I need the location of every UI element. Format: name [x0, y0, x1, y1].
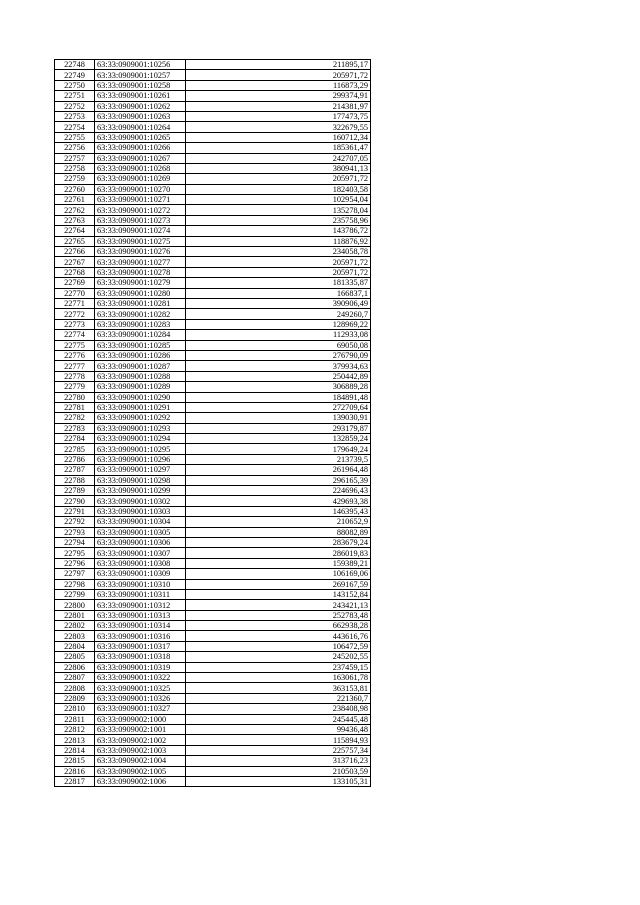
value-cell: 179649,24 — [186, 444, 371, 454]
value-cell: 132859,24 — [186, 434, 371, 444]
cadastral-number-cell: 63:33:0909002:1004 — [95, 756, 186, 766]
table-row — [55, 382, 371, 392]
table-row — [55, 486, 371, 496]
table-row — [55, 111, 371, 121]
cadastral-number-cell: 63:33:0909001:10307 — [95, 548, 186, 558]
cadastral-number-cell: 63:33:0909001:10312 — [95, 600, 186, 610]
value-cell: 238408,98 — [186, 704, 371, 714]
value-cell: 221360,7 — [186, 693, 371, 703]
table-row — [55, 361, 371, 371]
cadastral-number-cell: 63:33:0909001:10311 — [95, 589, 186, 599]
value-cell: 234058,78 — [186, 247, 371, 257]
row-number-cell: 22804 — [55, 641, 95, 651]
table-row — [55, 517, 371, 527]
row-number-cell: 22769 — [55, 278, 95, 288]
row-number-cell: 22755 — [55, 132, 95, 142]
value-cell: 363153,81 — [186, 683, 371, 693]
table-row — [55, 340, 371, 350]
value-cell: 205971,72 — [186, 174, 371, 184]
row-number-cell: 22808 — [55, 683, 95, 693]
row-number-cell: 22765 — [55, 236, 95, 246]
table-row — [55, 745, 371, 755]
table-row — [55, 735, 371, 745]
table-row — [55, 267, 371, 277]
row-number-cell: 22813 — [55, 735, 95, 745]
value-cell: 261964,48 — [186, 465, 371, 475]
row-number-cell: 22754 — [55, 122, 95, 132]
row-number-cell: 22781 — [55, 402, 95, 412]
row-number-cell: 22778 — [55, 371, 95, 381]
cadastral-number-cell: 63:33:0909001:10265 — [95, 132, 186, 142]
table-row — [55, 662, 371, 672]
row-number-cell: 22797 — [55, 569, 95, 579]
table-row — [55, 766, 371, 776]
table-row — [55, 319, 371, 329]
value-cell: 99436,48 — [186, 725, 371, 735]
row-number-cell: 22800 — [55, 600, 95, 610]
value-cell: 235758,96 — [186, 215, 371, 225]
table-row — [55, 184, 371, 194]
cadastral-number-cell: 63:33:0909001:10294 — [95, 434, 186, 444]
row-number-cell: 22782 — [55, 413, 95, 423]
table-row — [55, 693, 371, 703]
row-number-cell: 22793 — [55, 527, 95, 537]
row-number-cell: 22770 — [55, 288, 95, 298]
table-row — [55, 610, 371, 620]
cadastral-number-cell: 63:33:0909001:10256 — [95, 60, 186, 70]
cadastral-number-cell: 63:33:0909001:10322 — [95, 673, 186, 683]
cadastral-number-cell: 63:33:0909001:10290 — [95, 392, 186, 402]
row-number-cell: 22771 — [55, 298, 95, 308]
row-number-cell: 22775 — [55, 340, 95, 350]
cadastral-number-cell: 63:33:0909001:10269 — [95, 174, 186, 184]
cadastral-number-cell: 63:33:0909001:10257 — [95, 70, 186, 80]
table-row — [55, 205, 371, 215]
cadastral-number-cell: 63:33:0909001:10310 — [95, 579, 186, 589]
cadastral-number-cell: 63:33:0909001:10271 — [95, 195, 186, 205]
value-cell: 146395,43 — [186, 506, 371, 516]
row-number-cell: 22756 — [55, 143, 95, 153]
cadastral-number-cell: 63:33:0909001:10309 — [95, 569, 186, 579]
cadastral-number-cell: 63:33:0909001:10303 — [95, 506, 186, 516]
value-cell: 286019,83 — [186, 548, 371, 558]
cadastral-number-cell: 63:33:0909001:10289 — [95, 382, 186, 392]
value-cell: 205971,72 — [186, 70, 371, 80]
value-cell: 143152,84 — [186, 589, 371, 599]
value-cell: 443616,76 — [186, 631, 371, 641]
value-cell: 272709,64 — [186, 402, 371, 412]
table-row — [55, 298, 371, 308]
row-number-cell: 22760 — [55, 184, 95, 194]
cadastral-number-cell: 63:33:0909001:10308 — [95, 558, 186, 568]
table-row — [55, 60, 371, 70]
table-row — [55, 350, 371, 360]
row-number-cell: 22774 — [55, 330, 95, 340]
table-row — [55, 330, 371, 340]
table-row — [55, 309, 371, 319]
table-row — [55, 257, 371, 267]
cadastral-number-cell: 63:33:0909001:10261 — [95, 91, 186, 101]
cadastral-number-cell: 63:33:0909001:10296 — [95, 454, 186, 464]
table-row — [55, 579, 371, 589]
table-row — [55, 80, 371, 90]
row-number-cell: 22762 — [55, 205, 95, 215]
row-number-cell: 22806 — [55, 662, 95, 672]
row-number-cell: 22795 — [55, 548, 95, 558]
value-cell: 139030,91 — [186, 413, 371, 423]
row-number-cell: 22751 — [55, 91, 95, 101]
value-cell: 205971,72 — [186, 257, 371, 267]
cadastral-number-cell: 63:33:0909002:1000 — [95, 714, 186, 724]
row-number-cell: 22766 — [55, 247, 95, 257]
cadastral-number-cell: 63:33:0909001:10287 — [95, 361, 186, 371]
row-number-cell: 22748 — [55, 60, 95, 70]
row-number-cell: 22784 — [55, 434, 95, 444]
table-row — [55, 558, 371, 568]
table-row — [55, 132, 371, 142]
table-row — [55, 641, 371, 651]
table-row — [55, 122, 371, 132]
value-cell: 245202,55 — [186, 652, 371, 662]
row-number-cell: 22794 — [55, 537, 95, 547]
table-row — [55, 70, 371, 80]
table-row — [55, 589, 371, 599]
row-number-cell: 22805 — [55, 652, 95, 662]
value-cell: 177473,75 — [186, 111, 371, 121]
row-number-cell: 22761 — [55, 195, 95, 205]
value-cell: 185361,47 — [186, 143, 371, 153]
cadastral-number-cell: 63:33:0909001:10299 — [95, 486, 186, 496]
row-number-cell: 22785 — [55, 444, 95, 454]
table-row — [55, 434, 371, 444]
row-number-cell: 22799 — [55, 589, 95, 599]
row-number-cell: 22752 — [55, 101, 95, 111]
row-number-cell: 22811 — [55, 714, 95, 724]
table-row — [55, 756, 371, 766]
table-row — [55, 371, 371, 381]
cadastral-number-cell: 63:33:0909001:10313 — [95, 610, 186, 620]
value-cell: 390906,49 — [186, 298, 371, 308]
value-cell: 322679,55 — [186, 122, 371, 132]
cadastral-number-cell: 63:33:0909001:10298 — [95, 475, 186, 485]
row-number-cell: 22776 — [55, 350, 95, 360]
value-cell: 306889,28 — [186, 382, 371, 392]
row-number-cell: 22749 — [55, 70, 95, 80]
value-cell: 429693,38 — [186, 496, 371, 506]
cadastral-number-cell: 63:33:0909001:10318 — [95, 652, 186, 662]
value-cell: 662938,28 — [186, 621, 371, 631]
row-number-cell: 22802 — [55, 621, 95, 631]
cadastral-number-cell: 63:33:0909001:10279 — [95, 278, 186, 288]
value-cell: 380941,13 — [186, 163, 371, 173]
row-number-cell: 22763 — [55, 215, 95, 225]
value-cell: 116873,29 — [186, 80, 371, 90]
cadastral-number-cell: 63:33:0909001:10264 — [95, 122, 186, 132]
cadastral-number-cell: 63:33:0909001:10291 — [95, 402, 186, 412]
row-number-cell: 22750 — [55, 80, 95, 90]
value-cell: 106169,06 — [186, 569, 371, 579]
row-number-cell: 22792 — [55, 517, 95, 527]
value-cell: 181335,87 — [186, 278, 371, 288]
row-number-cell: 22758 — [55, 163, 95, 173]
table-row — [55, 454, 371, 464]
row-number-cell: 22773 — [55, 319, 95, 329]
table-row — [55, 569, 371, 579]
value-cell: 313716,23 — [186, 756, 371, 766]
cadastral-number-cell: 63:33:0909001:10306 — [95, 537, 186, 547]
cadastral-number-cell: 63:33:0909001:10262 — [95, 101, 186, 111]
value-cell: 269167,59 — [186, 579, 371, 589]
row-number-cell: 22767 — [55, 257, 95, 267]
row-number-cell: 22801 — [55, 610, 95, 620]
cadastral-number-cell: 63:33:0909001:10283 — [95, 319, 186, 329]
cadastral-number-cell: 63:33:0909001:10270 — [95, 184, 186, 194]
cadastral-number-cell: 63:33:0909001:10292 — [95, 413, 186, 423]
row-number-cell: 22772 — [55, 309, 95, 319]
value-cell: 225757,34 — [186, 745, 371, 755]
table-row — [55, 631, 371, 641]
cadastral-number-cell: 63:33:0909001:10316 — [95, 631, 186, 641]
value-cell: 163061,78 — [186, 673, 371, 683]
cadastral-number-cell: 63:33:0909001:10280 — [95, 288, 186, 298]
row-number-cell: 22764 — [55, 226, 95, 236]
row-number-cell: 22780 — [55, 392, 95, 402]
cadastral-number-cell: 63:33:0909001:10276 — [95, 247, 186, 257]
value-cell: 184891,48 — [186, 392, 371, 402]
table-row — [55, 226, 371, 236]
cadastral-number-cell: 63:33:0909002:1001 — [95, 725, 186, 735]
cadastral-number-cell: 63:33:0909001:10314 — [95, 621, 186, 631]
table-row — [55, 704, 371, 714]
cadastral-number-cell: 63:33:0909002:1003 — [95, 745, 186, 755]
table-row — [55, 444, 371, 454]
table-row — [55, 195, 371, 205]
value-cell: 379934,63 — [186, 361, 371, 371]
cadastral-number-cell: 63:33:0909001:10297 — [95, 465, 186, 475]
table-row — [55, 548, 371, 558]
table-row — [55, 652, 371, 662]
row-number-cell: 22779 — [55, 382, 95, 392]
value-cell: 214381,97 — [186, 101, 371, 111]
cadastral-number-cell: 63:33:0909002:1002 — [95, 735, 186, 745]
value-cell: 112933,08 — [186, 330, 371, 340]
row-number-cell: 22777 — [55, 361, 95, 371]
table-row — [55, 714, 371, 724]
cadastral-number-cell: 63:33:0909001:10277 — [95, 257, 186, 267]
row-number-cell: 22814 — [55, 745, 95, 755]
row-number-cell: 22791 — [55, 506, 95, 516]
value-cell: 243421,13 — [186, 600, 371, 610]
cadastral-number-cell: 63:33:0909001:10284 — [95, 330, 186, 340]
cadastral-number-cell: 63:33:0909001:10293 — [95, 423, 186, 433]
value-cell: 242707,05 — [186, 153, 371, 163]
value-cell: 283679,24 — [186, 537, 371, 547]
cadastral-number-cell: 63:33:0909001:10272 — [95, 205, 186, 215]
table-row — [55, 683, 371, 693]
table-row — [55, 163, 371, 173]
value-cell: 88082,89 — [186, 527, 371, 537]
row-number-cell: 22787 — [55, 465, 95, 475]
value-cell: 276790,09 — [186, 350, 371, 360]
cadastral-number-cell: 63:33:0909002:1006 — [95, 776, 186, 786]
row-number-cell: 22753 — [55, 111, 95, 121]
row-number-cell: 22768 — [55, 267, 95, 277]
value-cell: 166837,1 — [186, 288, 371, 298]
cadastral-number-cell: 63:33:0909001:10278 — [95, 267, 186, 277]
value-cell: 159389,21 — [186, 558, 371, 568]
value-cell: 205971,72 — [186, 267, 371, 277]
row-number-cell: 22783 — [55, 423, 95, 433]
table-row — [55, 496, 371, 506]
row-number-cell: 22790 — [55, 496, 95, 506]
table-row — [55, 143, 371, 153]
cadastral-number-cell: 63:33:0909001:10282 — [95, 309, 186, 319]
table-row — [55, 725, 371, 735]
cadastral-number-cell: 63:33:0909002:1005 — [95, 766, 186, 776]
value-cell: 293179,87 — [186, 423, 371, 433]
row-number-cell: 22757 — [55, 153, 95, 163]
cadastral-number-cell: 63:33:0909001:10319 — [95, 662, 186, 672]
value-cell: 210652,9 — [186, 517, 371, 527]
cadastral-number-cell: 63:33:0909001:10274 — [95, 226, 186, 236]
table-row — [55, 673, 371, 683]
cadastral-number-cell: 63:33:0909001:10285 — [95, 340, 186, 350]
table-row — [55, 600, 371, 610]
cadastral-number-cell: 63:33:0909001:10304 — [95, 517, 186, 527]
value-cell: 237459,15 — [186, 662, 371, 672]
row-number-cell: 22788 — [55, 475, 95, 485]
value-cell: 143786,72 — [186, 226, 371, 236]
row-number-cell: 22798 — [55, 579, 95, 589]
value-cell: 115894,93 — [186, 735, 371, 745]
table-row — [55, 506, 371, 516]
table-row — [55, 101, 371, 111]
value-cell: 296165,39 — [186, 475, 371, 485]
cadastral-number-cell: 63:33:0909001:10295 — [95, 444, 186, 454]
row-number-cell: 22759 — [55, 174, 95, 184]
table-row — [55, 423, 371, 433]
table-row — [55, 537, 371, 547]
value-cell: 224696,43 — [186, 486, 371, 496]
row-number-cell: 22809 — [55, 693, 95, 703]
row-number-cell: 22810 — [55, 704, 95, 714]
value-cell: 299374,91 — [186, 91, 371, 101]
cadastral-number-cell: 63:33:0909001:10267 — [95, 153, 186, 163]
row-number-cell: 22803 — [55, 631, 95, 641]
table-row — [55, 278, 371, 288]
value-cell: 160712,34 — [186, 132, 371, 142]
table-row — [55, 402, 371, 412]
value-cell: 250442,89 — [186, 371, 371, 381]
row-number-cell: 22796 — [55, 558, 95, 568]
value-cell: 133105,31 — [186, 776, 371, 786]
table-row — [55, 215, 371, 225]
value-cell: 245445,48 — [186, 714, 371, 724]
table-row — [55, 465, 371, 475]
row-number-cell: 22789 — [55, 486, 95, 496]
table-row — [55, 475, 371, 485]
value-cell: 128969,22 — [186, 319, 371, 329]
value-cell: 211895,17 — [186, 60, 371, 70]
table-row — [55, 288, 371, 298]
table-row — [55, 247, 371, 257]
table-row — [55, 621, 371, 631]
cadastral-number-cell: 63:33:0909001:10317 — [95, 641, 186, 651]
table-row — [55, 153, 371, 163]
cadastral-number-cell: 63:33:0909001:10286 — [95, 350, 186, 360]
cadastral-number-cell: 63:33:0909001:10302 — [95, 496, 186, 506]
value-cell: 106472,59 — [186, 641, 371, 651]
cadastral-number-cell: 63:33:0909001:10281 — [95, 298, 186, 308]
cadastral-number-cell: 63:33:0909001:10275 — [95, 236, 186, 246]
cadastral-number-cell: 63:33:0909001:10326 — [95, 693, 186, 703]
table-row — [55, 392, 371, 402]
value-cell: 135278,04 — [186, 205, 371, 215]
value-cell: 252783,48 — [186, 610, 371, 620]
table-row — [55, 91, 371, 101]
row-number-cell: 22786 — [55, 454, 95, 464]
cadastral-number-cell: 63:33:0909001:10325 — [95, 683, 186, 693]
row-number-cell: 22816 — [55, 766, 95, 776]
registry-table — [54, 59, 371, 787]
value-cell: 182403,58 — [186, 184, 371, 194]
row-number-cell: 22807 — [55, 673, 95, 683]
row-number-cell: 22817 — [55, 776, 95, 786]
row-number-cell: 22815 — [55, 756, 95, 766]
row-number-cell: 22812 — [55, 725, 95, 735]
cadastral-number-cell: 63:33:0909001:10327 — [95, 704, 186, 714]
value-cell: 102954,04 — [186, 195, 371, 205]
table-row — [55, 174, 371, 184]
cadastral-number-cell: 63:33:0909001:10258 — [95, 80, 186, 90]
table-row — [55, 527, 371, 537]
registry-rows — [55, 60, 371, 787]
cadastral-number-cell: 63:33:0909001:10263 — [95, 111, 186, 121]
table-row — [55, 236, 371, 246]
value-cell: 249260,7 — [186, 309, 371, 319]
cadastral-number-cell: 63:33:0909001:10273 — [95, 215, 186, 225]
cadastral-number-cell: 63:33:0909001:10268 — [95, 163, 186, 173]
value-cell: 213739,5 — [186, 454, 371, 464]
table-row — [55, 413, 371, 423]
value-cell: 118876,92 — [186, 236, 371, 246]
table-row — [55, 776, 371, 786]
cadastral-number-cell: 63:33:0909001:10305 — [95, 527, 186, 537]
cadastral-number-cell: 63:33:0909001:10288 — [95, 371, 186, 381]
cadastral-number-cell: 63:33:0909001:10266 — [95, 143, 186, 153]
value-cell: 210503,59 — [186, 766, 371, 776]
value-cell: 69050,08 — [186, 340, 371, 350]
